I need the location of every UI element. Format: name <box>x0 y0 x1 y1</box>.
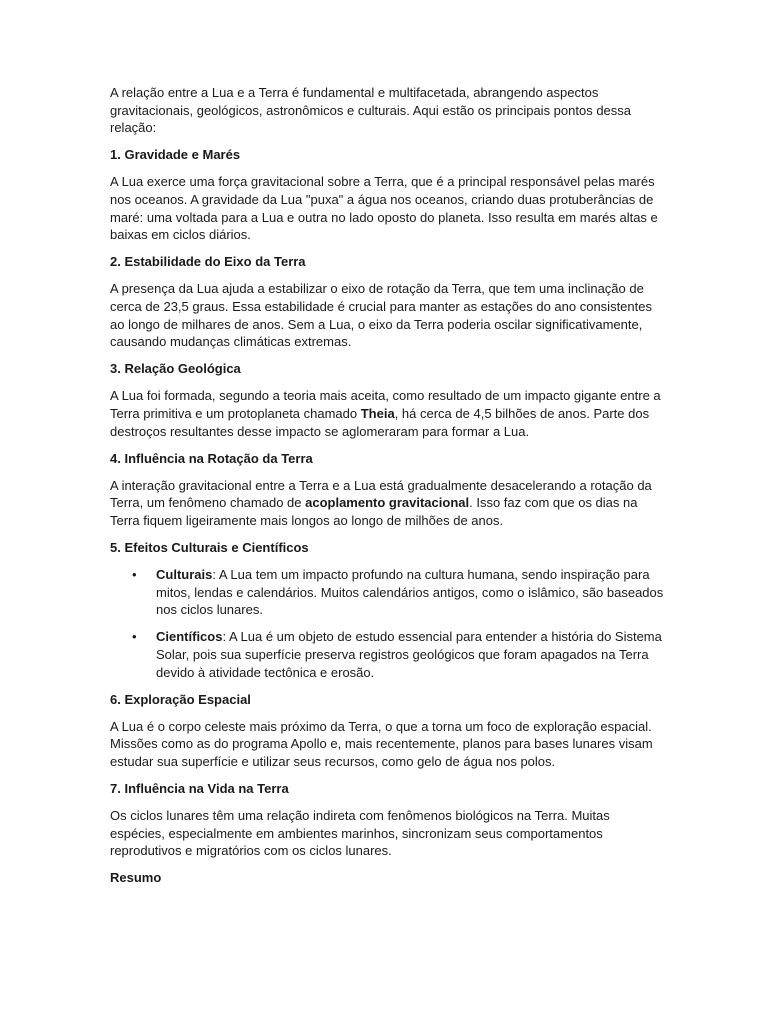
section-4-heading: 4. Influência na Rotação da Terra <box>110 450 313 466</box>
section-2-heading: 2. Estabilidade do Eixo da Terra <box>110 254 306 270</box>
list-item-text: : A Lua é um objeto de estudo essencial para entender a história do Sistema Solar, pois sua superfície preserva registros geológicos que foram apagados na Terra devido à atividade tectônica e erosão. <box>156 629 662 680</box>
section-1-heading: 1. Gravidade e Marés <box>110 147 241 163</box>
list-item-text: : A Lua tem um impacto profundo na cultura humana, sendo inspiração para mitos, lendas e calendários. Muitos calendários antigos, como o islâmico, são baseados nos ciclos lunares. <box>156 567 664 618</box>
section-4-text-b: . Isso faz com que os dias na Terra fiquem ligeiramente mais longos ao longo de milhões de anos. <box>110 495 638 528</box>
section-7-text: Os ciclos lunares têm uma relação indireta com fenômenos biológicos na Terra. Muitas espécies, especialmente em ambientes marinhos, sincronizam seus comportamentos reprodutivos e migratórios com os ciclos lunares. <box>110 808 610 859</box>
list-item <box>156 628 668 681</box>
section-5-heading: 5. Efeitos Culturais e Científicos <box>110 539 309 555</box>
section-6-text: A Lua é o corpo celeste mais próximo da Terra, o que a torna um foco de exploração espacial. Missões como as do programa Apollo e, mais recentemente, planos para bases lunares visam estudar sua superfície e utilizar seus recursos, como gelo de água nos polos. <box>110 718 653 769</box>
section-5-list <box>110 566 668 681</box>
section-7-heading: 7. Influência na Vida na Terra <box>110 781 289 796</box>
section-4-text <box>110 477 668 530</box>
list-item-label: Culturais <box>156 567 213 583</box>
section-3-text-a: A Lua foi formada, segundo a teoria mais aceita, como resultado de um impacto gigante entre a Terra primitiva e um protoplaneta chamado <box>110 388 661 421</box>
section-1-text: A Lua exerce uma força gravitacional sobre a Terra, que é a principal responsável pelas marés nos oceanos. A gravidade da Lua "puxa" a água nos oceanos, criando duas protuberâncias de maré: uma voltada para a Lua e outra no lado oposto do planeta. Isso resulta em marés altas e baixas em ciclos diários. <box>110 174 658 243</box>
list-item <box>156 566 668 619</box>
summary-heading: Resumo <box>110 870 162 886</box>
section-6-heading: 6. Exploração Espacial <box>110 691 251 707</box>
section-3-text <box>110 387 668 440</box>
section-4-bold-term: acoplamento gravitacional <box>305 495 470 511</box>
section-3-bold-term: Theia <box>360 405 395 421</box>
section-3-text-b: , há cerca de 4,5 bilhões de anos. Parte dos destroços resultantes desse impacto se aglomeraram para formar a Lua. <box>110 405 650 439</box>
section-3-heading: 3. Relação Geológica <box>110 361 241 377</box>
section-4-text-a: A interação gravitacional entre a Terra e a Lua está gradualmente desacelerando a rotação da Terra, um fenômeno chamado de <box>110 477 652 511</box>
section-2-text: A presença da Lua ajuda a estabilizar o eixo de rotação da Terra, que tem uma inclinação de cerca de 23,5 graus. Essa estabilidade é crucial para manter as estações do ano consistentes ao longo de milhares de anos. Sem a Lua, o eixo da Terra poderia oscilar significativamente, causando mudanças climáticas extremas. <box>110 281 652 350</box>
intro-paragraph: A relação entre a Lua e a Terra é fundamental e multifacetada, abrangendo aspectos gravitacionais, geológicos, astronômicos e culturais. Aqui estão os principais pontos dessa relação: <box>110 85 632 136</box>
list-item-label: Científicos <box>156 629 223 645</box>
